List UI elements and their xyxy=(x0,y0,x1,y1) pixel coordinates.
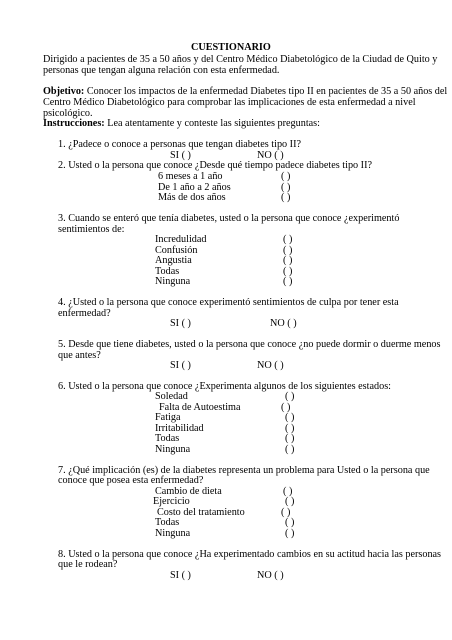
question-3-line-1: 3. Cuando se enteró que tenía diabetes, usted o la persona que conoce ¿experimentó xyxy=(58,213,400,224)
q2-option-label: Más de dos años xyxy=(158,192,226,203)
q2-option-box[interactable]: ( ) xyxy=(281,171,291,182)
q3-option-label: Confusión xyxy=(155,245,198,256)
q2-option-box[interactable]: ( ) xyxy=(281,182,291,193)
q7-option-box[interactable]: ( ) xyxy=(281,507,291,518)
question-5-line-2: que antes? xyxy=(58,350,101,361)
q6-option-label: Todas xyxy=(155,433,180,444)
q2-option-label: 6 meses a 1 año xyxy=(158,171,223,182)
q6-option-box[interactable]: ( ) xyxy=(285,433,295,444)
objective-text: Conocer los impactos de la enfermedad Diabetes tipo II en pacientes de 35 a 50 años del xyxy=(86,86,448,97)
q4-no-option[interactable]: NO ( ) xyxy=(270,318,297,329)
q4-si-option[interactable]: SI ( ) xyxy=(170,318,191,329)
q2-option-box[interactable]: ( ) xyxy=(281,192,291,203)
q1-no-option[interactable]: NO ( ) xyxy=(257,150,284,161)
q7-option-label: Costo del tratamiento xyxy=(157,507,245,518)
question-6: 6. Usted o la persona que conoce ¿Experimenta algunos de los siguientes estados: xyxy=(58,381,391,392)
q7-option-box[interactable]: ( ) xyxy=(283,486,293,497)
q7-option-label: Ninguna xyxy=(155,528,191,539)
objective-label: Objetivo: xyxy=(43,86,85,97)
q3-option-label: Angustia xyxy=(155,255,192,266)
q3-option-box[interactable]: ( ) xyxy=(283,234,293,245)
objective-line-1 xyxy=(43,86,447,97)
page-title: CUESTIONARIO xyxy=(191,42,271,53)
instructions-text: Lea atentamente y conteste las siguientes preguntas: xyxy=(107,118,320,129)
q3-option-box[interactable]: ( ) xyxy=(283,266,293,277)
intro-line-1: Dirigido a pacientes de 35 a 50 años y del Centro Médico Diabetológico de la Ciudad de Quito y xyxy=(43,54,438,65)
q7-option-label: Ejercicio xyxy=(153,496,190,507)
q3-option-label: Incredulidad xyxy=(155,234,207,245)
q6-option-label: Soledad xyxy=(155,391,188,402)
q7-option-box[interactable]: ( ) xyxy=(285,496,295,507)
q6-option-box[interactable]: ( ) xyxy=(285,444,295,455)
q3-option-label: Ninguna xyxy=(155,276,191,287)
objective-line-3: psicológico. xyxy=(43,108,93,119)
objective-line-2: Centro Médico Diabetológico para comprobar las implicaciones de esta enfermedad a nivel xyxy=(43,97,416,108)
q2-option-label: De 1 año a 2 años xyxy=(158,182,231,193)
q5-no-option[interactable]: NO ( ) xyxy=(257,360,284,371)
question-8-line-1: 8. Usted o la persona que conoce ¿Ha experimentado cambios en su actitud hacia las personas xyxy=(58,549,442,560)
q3-option-box[interactable]: ( ) xyxy=(283,255,293,266)
question-3-line-2: sentimientos de: xyxy=(58,224,125,235)
question-4-line-2: enfermedad? xyxy=(58,308,111,319)
instructions-line xyxy=(43,118,320,129)
q3-option-box[interactable]: ( ) xyxy=(283,245,293,256)
q6-option-box[interactable]: ( ) xyxy=(285,412,295,423)
q7-option-label: Todas xyxy=(155,517,180,528)
question-5-line-1: 5. Desde que tiene diabetes, usted o la persona que conoce ¿no puede dormir o duerme menos xyxy=(58,339,441,350)
q6-option-label: Falta de Autoestima xyxy=(159,402,241,413)
q5-si-option[interactable]: SI ( ) xyxy=(170,360,191,371)
q8-si-option[interactable]: SI ( ) xyxy=(170,570,191,581)
question-4-line-1: 4. ¿Usted o la persona que conoce experimentó sentimientos de culpa por tener esta xyxy=(58,297,399,308)
q6-option-box[interactable]: ( ) xyxy=(285,391,295,402)
q6-option-box[interactable]: ( ) xyxy=(281,402,291,413)
question-8-line-2: que le rodean? xyxy=(58,559,118,570)
q6-option-label: Ninguna xyxy=(155,444,191,455)
question-2: 2. Usted o la persona que conoce ¿Desde qué tiempo padece diabetes tipo II? xyxy=(58,160,372,171)
q3-option-box[interactable]: ( ) xyxy=(283,276,293,287)
instructions-label: Instrucciones: xyxy=(43,118,105,129)
q6-option-box[interactable]: ( ) xyxy=(285,423,295,434)
question-7-line-1: 7. ¿Qué implicación (es) de la diabetes representa un problema para Usted o la persona que xyxy=(58,465,430,476)
q1-si-option[interactable]: SI ( ) xyxy=(170,150,191,161)
q6-option-label: Fatiga xyxy=(155,412,181,423)
question-1: 1. ¿Padece o conoce a personas que tengan diabetes tipo II? xyxy=(58,139,301,150)
q7-option-label: Cambio de dieta xyxy=(155,486,222,497)
q3-option-label: Todas xyxy=(155,266,180,277)
q6-option-label: Irritabilidad xyxy=(155,423,204,434)
intro-line-2: personas que tengan alguna relación con esta enfermedad. xyxy=(43,65,280,76)
q7-option-box[interactable]: ( ) xyxy=(285,528,295,539)
q8-no-option[interactable]: NO ( ) xyxy=(257,570,284,581)
question-7-line-2: conoce que posea esta enfermedad? xyxy=(58,475,204,486)
q7-option-box[interactable]: ( ) xyxy=(285,517,295,528)
